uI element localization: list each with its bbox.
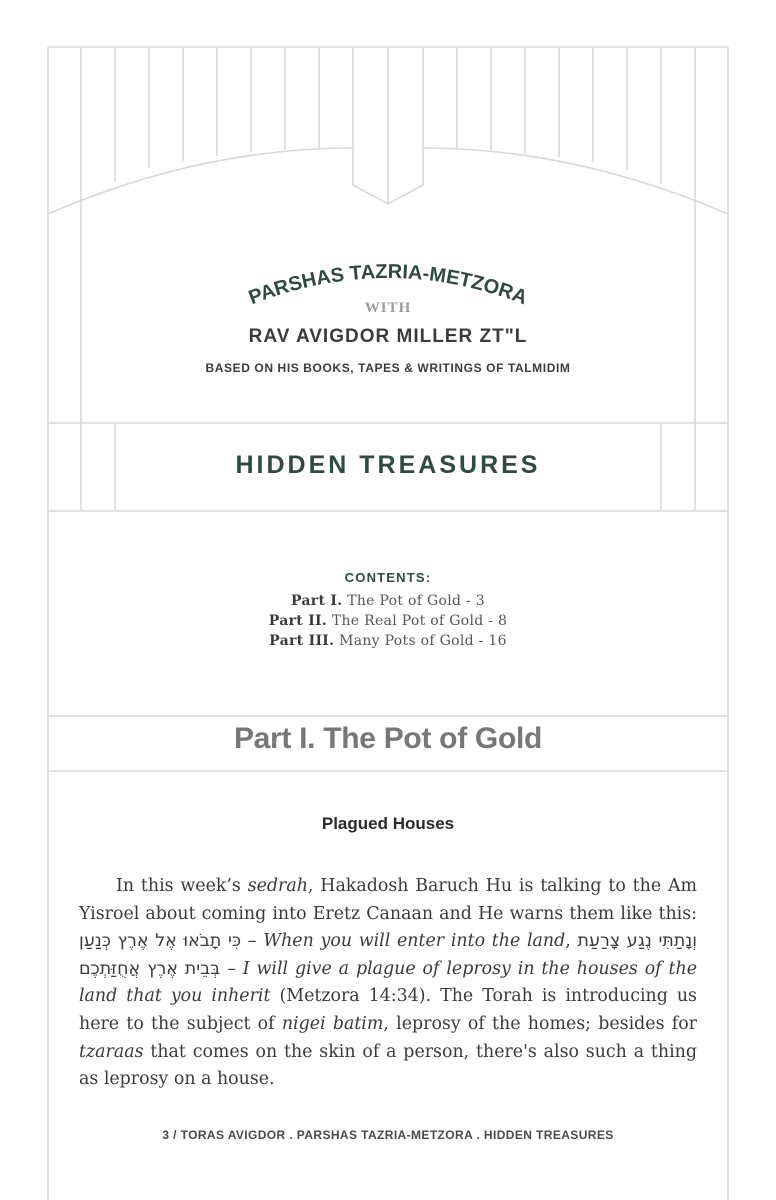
hebrew-verse-2: וְנָתַתִּי נֶגַע צָרַעַת בְּבֵית אֶרֶץ אֲחֻזַּתְכֶם (79, 931, 697, 979)
contents-item-label: Part II. (268, 613, 328, 629)
contents-item-text: Many Pots of Gold - 16 (334, 633, 507, 649)
banner-title: HIDDEN TREASURES (235, 451, 541, 479)
page-footer: 3 / TORAS AVIGDOR . PARSHAS TAZRIA-METZORA . HIDDEN TREASURES (162, 1128, 614, 1142)
contents-item-3[interactable] (48, 633, 728, 649)
body-paragraph: In this week’s sedrah, Hakadosh Baruch Hu is talking to the Am Yisroel about coming into Eretz Canaan and He warns them like this: כִּי תָבֹאוּ אֶל אֶרֶץ כְּנַעַן – When you will enter into the land, וְנָתַתִּי נֶגַע צָרַעַת בְּבֵית אֶרֶץ אֲחֻזַּתְכֶם – I will give a plague of leprosy in the houses of the land that you inherit (Metzora 14:34). The Torah is introducing us here to the subject of nigei batim, leprosy of the homes; besides for tzaraas that comes on the skin of a person, there's also such a thing as leprosy on a house. (79, 876, 697, 1090)
contents-item-text: The Real Pot of Gold - 8 (327, 613, 508, 629)
section-title: Part I. The Pot of Gold (233, 722, 543, 755)
hebrew-verse-1: כִּי תָבֹאוּ אֶל אֶרֶץ כְּנַעַן (79, 931, 242, 952)
section-subtitle: Plagued Houses (321, 814, 455, 833)
based-on-line: BASED ON HIS BOOKS, TAPES & WRITINGS OF TALMIDIM (205, 361, 571, 375)
contents-item-2[interactable] (48, 613, 728, 629)
contents-item-1[interactable] (48, 593, 728, 609)
rav-name: RAV AVIGDOR MILLER ZT"L (248, 326, 528, 347)
contents-item-text: The Pot of Gold - 3 (342, 593, 486, 609)
with-label: WITH (364, 300, 412, 316)
parshas-title-text: PARSHAS TAZRIA-METZORA (245, 260, 531, 310)
contents-item-label: Part III. (269, 633, 335, 649)
contents-heading: CONTENTS: (344, 570, 432, 585)
contents-item-label: Part I. (290, 593, 343, 609)
